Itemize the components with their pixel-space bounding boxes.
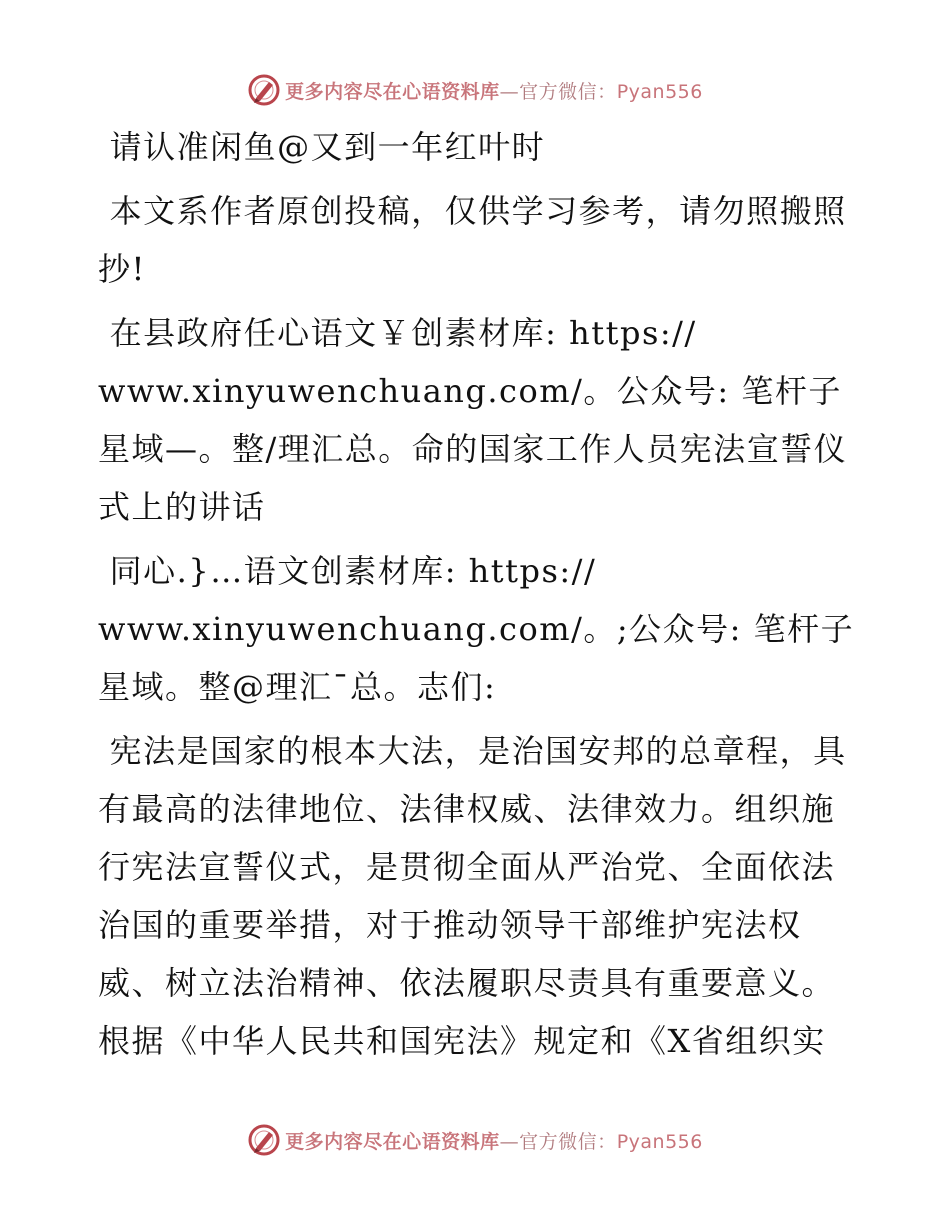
- document-body: [98, 118, 858, 1076]
- header-watermark: [0, 70, 950, 110]
- footer-brand-text: [285, 1127, 703, 1154]
- header-brand-text: [285, 77, 703, 104]
- paragraph-2: 本文系作者原创投稿，仅供学习参考，请勿照搬照抄!: [98, 192, 847, 288]
- paragraph-5: 宪法是国家的根本大法，是治国安邦的总章程，具有最高的法律地位、法律权威、法律效力。组织施行宪法宣誓仪式，是贯彻全面从严治党、全面依法治国的重要举措，对于推动领导干部维护宪法权威、树立法治精神、依法履职尽责具有重要意义。根据《中华人民共和国宪法》规定和《X省组织实: [98, 732, 847, 1060]
- header-brand-sep: —: [499, 80, 520, 103]
- paragraph-4: 同心.}…语文创素材库: https:// www.xinyuwenchuang.com/。;公众号: 笔杆子星域。整@理汇¯总。志们:: [98, 552, 855, 706]
- header-brand-main: 更多内容尽在心语资料库: [285, 80, 500, 103]
- footer-brand-sub: 官方微信：: [519, 1130, 617, 1153]
- paragraph-3: 在县政府任心语文￥创素材库: https:// www.xinyuwenchuang.com/。公众号: 笔杆子星域—。整/理汇总。命的国家工作人员宪法宣誓仪式上的讲话: [98, 314, 848, 526]
- footer-watermark: [0, 1120, 950, 1160]
- header-brand-sub: 官方微信：: [519, 80, 617, 103]
- footer-brand-main: 更多内容尽在心语资料库: [285, 1130, 500, 1153]
- pen-logo-icon: [247, 1123, 281, 1157]
- footer-brand-sep: —: [499, 1130, 520, 1153]
- footer-brand-wechat: Pyan556: [616, 1130, 703, 1153]
- header-brand-wechat: Pyan556: [616, 80, 703, 103]
- pen-logo-icon: [247, 73, 281, 107]
- paragraph-1: 请认准闲鱼@又到一年红叶时: [98, 128, 546, 166]
